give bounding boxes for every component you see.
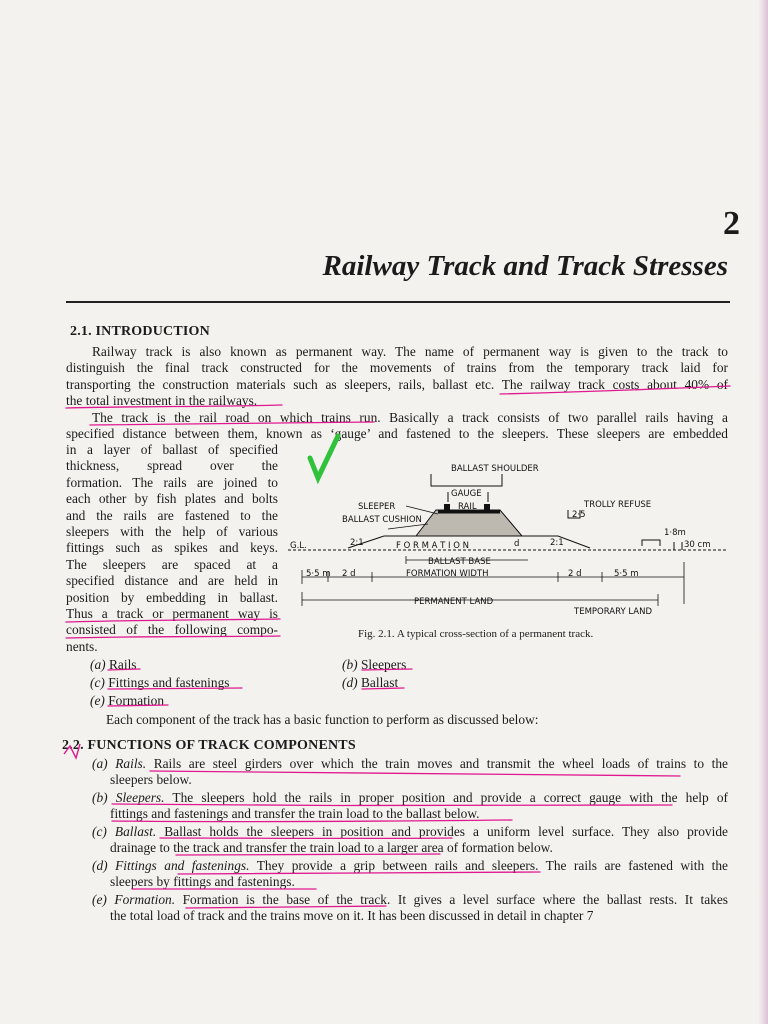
intro-paragraph — [66, 344, 728, 442]
intro-line: the total investment in the railways. — [66, 393, 258, 409]
components-followup: Each component of the track has a basic function to perform as discussed below: — [106, 712, 539, 727]
function-item-fittings: (d) Fittings and fastenings. They provide a grip between rails and sleepers. The rails are fastened with the sleepers by fittings and fastenings. — [92, 858, 728, 890]
narrow-line: formation. The rails are joined to — [66, 474, 278, 490]
narrow-line: specified distance and are held in — [66, 573, 278, 589]
narrow-line: Thus a track or permanent way is — [66, 606, 278, 622]
label-formation: F O R M A T I O N — [396, 541, 469, 551]
narrow-line: and the rails are fastened to the — [66, 507, 278, 523]
label-gl: G.L. — [290, 541, 307, 551]
label-slope-right: 2:1 — [550, 538, 564, 548]
rail-left — [444, 504, 450, 512]
ballast-section — [416, 510, 522, 536]
intro-line: Railway track is also known as permanent way. The name of permanent way is given to the track to — [92, 344, 728, 359]
label-dim-18: 1·8m — [664, 528, 686, 538]
label-dim-30: 30 cm — [684, 540, 711, 550]
label-ballast-base: BALLAST BASE — [428, 557, 491, 567]
function-item-rails: (a) Rails. Rails are steel girders over which the train moves and transmit the wheel loads of trains to the sleepers below. — [92, 756, 728, 788]
label-slope-left: 2:1 — [350, 538, 364, 548]
function-item-formation: (e) Formation. Formation is the base of the track. It gives a level surface where the ballast rests. It takes the total load of track and the trains move on it. It has been discussed in detail in chapter 7 — [92, 892, 728, 924]
label-formation-d: d — [514, 539, 520, 549]
component-item-sleepers: (b) Sleepers — [342, 657, 407, 672]
rail-right — [484, 504, 490, 512]
narrow-line: thickness, spread over the — [66, 458, 278, 474]
component-item-fittings: (c) Fittings and fastenings — [90, 675, 230, 690]
intro-line: distinguish the final track constructed for the movements of trains from the temporary track laid for — [66, 360, 728, 376]
intro-narrow-paragraph — [66, 442, 278, 655]
label-formation-width: FORMATION WIDTH — [406, 569, 489, 579]
track-cross-section-figure — [288, 458, 728, 623]
narrow-line: each other by fish plates and bolts — [66, 491, 278, 507]
narrow-line: nents. — [66, 638, 98, 654]
label-ballast-cushion: BALLAST CUSHION — [342, 515, 422, 525]
narrow-line: in a layer of ballast of specified — [66, 442, 278, 457]
label-permanent-land: PERMANENT LAND — [414, 597, 494, 607]
label-gauge: GAUGE — [451, 489, 482, 499]
narrow-line: The sleepers are spaced at a — [66, 556, 278, 572]
section-heading-introduction: 2.1. INTRODUCTION — [70, 324, 210, 339]
function-item-sleepers: (b) Sleepers. The sleepers hold the rails in proper position and provide a correct gauge with the help of fittings and fastenings and transfer the train load to the ballast below. — [92, 790, 728, 822]
component-item-rails: (a) Rails — [90, 657, 137, 672]
label-temporary-land: TEMPORARY LAND — [574, 607, 652, 617]
label-trolly-refuse: TROLLY REFUSE — [584, 500, 652, 510]
intro-line: transporting the construction materials such as sleepers, rails, ballast etc. The railway track costs about 40% of — [66, 376, 728, 392]
label-left-55: 5·5 m — [306, 569, 331, 579]
function-item-ballast: (c) Ballast. Ballast holds the sleepers in position and provides a uniform level surface. They also provide drainage to the track and transfer the train load to a larger area of formation below. — [92, 824, 728, 856]
figure-caption: Fig. 2.1. A typical cross-section of a permanent track. — [358, 628, 594, 640]
chapter-number: 2 — [723, 205, 740, 242]
label-trolly-dim: 2·5 — [572, 510, 586, 520]
page-edge — [758, 0, 768, 1024]
label-left-2d: 2 d — [342, 569, 356, 579]
narrow-line: consisted of the following compo- — [66, 622, 278, 638]
component-item-ballast: (d) Ballast — [342, 675, 399, 690]
shoulder-bracket — [431, 474, 502, 486]
narrow-line: fittings such as spikes and keys. — [66, 540, 278, 556]
intro-line: The track is the rail road on which trains run. Basically a track consists of two parallel rails having a — [92, 409, 728, 425]
section-heading-functions: 2.2. FUNCTIONS OF TRACK COMPONENTS — [62, 738, 356, 753]
label-ballast-shoulder: BALLAST SHOULDER — [451, 464, 539, 474]
narrow-line: position by embedding in ballast. — [66, 589, 278, 605]
label-right-55: 5·5 m — [614, 569, 639, 579]
component-item-formation: (e) Formation — [90, 693, 165, 708]
label-sleeper: SLEEPER — [358, 502, 396, 512]
narrow-line: sleepers with the help of various — [66, 524, 278, 540]
label-rail: RAIL — [458, 502, 477, 512]
label-right-2d: 2 d — [568, 569, 582, 579]
title-rule — [66, 301, 730, 303]
chapter-title: Railway Track and Track Stresses — [322, 250, 728, 282]
intro-line: specified distance between them, known as ‘gauge’ and fastened to the sleepers. These sleepers are embedded — [66, 426, 728, 442]
